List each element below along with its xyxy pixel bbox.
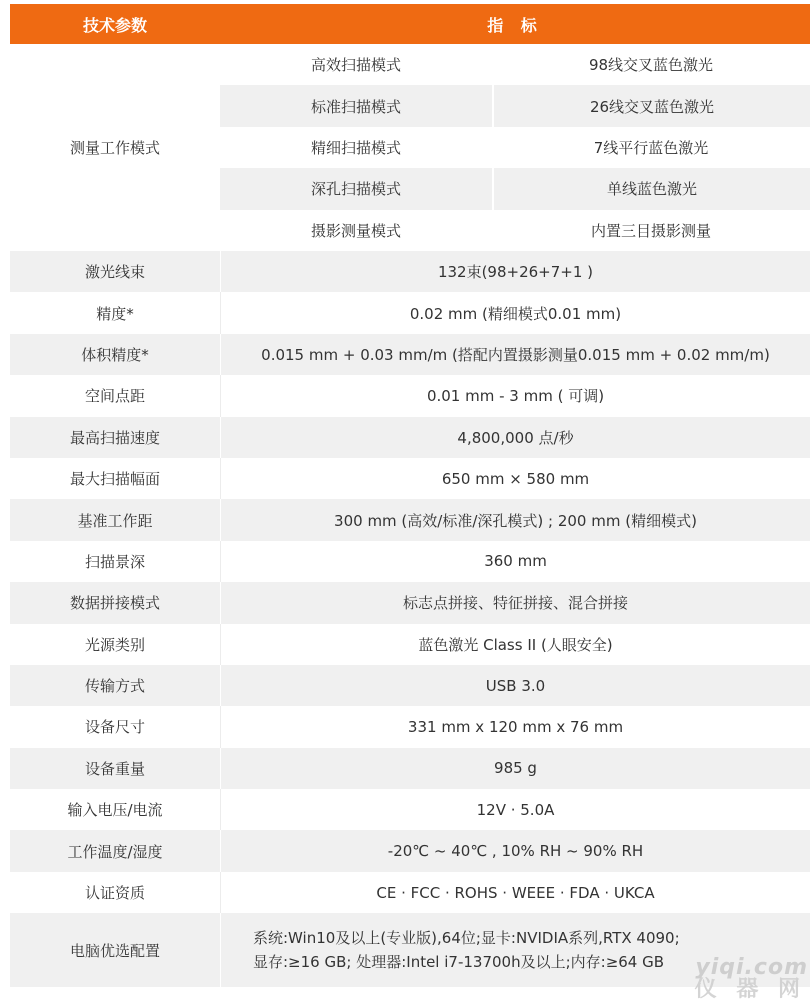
table-row [10, 251, 810, 292]
table-row [10, 417, 810, 458]
table-row [10, 748, 810, 789]
param-value: 331 mm x 120 mm x 76 mm [220, 706, 810, 747]
table-row [10, 872, 810, 913]
table-header [10, 4, 810, 44]
mode-row [220, 127, 810, 168]
mode-row [220, 85, 810, 126]
param-name: 体积精度* [81, 345, 149, 364]
modes-list [220, 44, 810, 251]
param-value: 12V · 5.0A [220, 789, 810, 830]
param-name: 扫描景深 [84, 552, 145, 571]
mode-name: 摄影测量模式 [310, 221, 401, 240]
param-name: 认证资质 [84, 884, 145, 903]
header-spec: 指 标 [487, 15, 543, 35]
watermark [690, 953, 810, 1003]
param-name: 传输方式 [84, 677, 145, 696]
param-name: 电脑优选配置 [69, 941, 160, 960]
measurement-modes-group [10, 44, 810, 251]
spec-table [10, 4, 810, 987]
param-value: CE · FCC · ROHS · WEEE · FDA · UKCA [220, 872, 810, 913]
param-value: 0.02 mm (精细模式0.01 mm) [220, 292, 810, 333]
table-row [10, 499, 810, 540]
table-row [10, 334, 810, 375]
param-value: 132束(98+26+7+1 ) [220, 251, 810, 292]
param-value: 蓝色激光 Class II (人眼安全) [220, 624, 810, 665]
param-value: 4,800,000 点/秒 [220, 417, 810, 458]
mode-name: 标准扫描模式 [310, 97, 401, 116]
watermark-domain: yiqi.com [695, 955, 808, 980]
param-name: 光源类别 [84, 635, 145, 654]
mode-row [220, 168, 810, 209]
param-value: 360 mm [220, 541, 810, 582]
param-value: USB 3.0 [220, 665, 810, 706]
header-param: 技术参数 [82, 15, 147, 35]
param-name: 激光线束 [84, 263, 145, 282]
param-value: 0.015 mm + 0.03 mm/m (搭配内置摄影测量0.015 mm + 0.02 mm/m) [220, 334, 810, 375]
table-row [10, 624, 810, 665]
table-row [10, 665, 810, 706]
mode-row [220, 210, 810, 251]
param-value: 标志点拼接、特征拼接、混合拼接 [220, 582, 810, 623]
table-row [10, 375, 810, 416]
table-row [10, 582, 810, 623]
table-row [10, 458, 810, 499]
table-row [10, 789, 810, 830]
param-name: 基准工作距 [77, 511, 153, 530]
param-name: 工作温度/湿度 [67, 842, 163, 861]
modes-label: 测量工作模式 [10, 44, 220, 251]
mode-value: 内置三目摄影测量 [590, 221, 711, 240]
table-row [10, 830, 810, 871]
pc-config-line-2: 显存:≥16 GB; 处理器:Intel i7-13700h及以上;内存:≥64 GB [253, 953, 665, 972]
param-name: 最高扫描速度 [69, 428, 160, 447]
param-value: 650 mm × 580 mm [220, 458, 810, 499]
param-value: 300 mm (高效/标准/深孔模式) ; 200 mm (精细模式) [220, 499, 810, 540]
table-row [10, 292, 810, 333]
mode-row [220, 44, 810, 85]
param-name: 设备重量 [84, 759, 145, 778]
watermark-brand: 仪 器 网 [694, 977, 806, 1002]
mode-name: 精细扫描模式 [310, 139, 401, 158]
table-row [10, 706, 810, 747]
mode-value: 98线交叉蓝色激光 [588, 56, 714, 75]
mode-value: 7线平行蓝色激光 [593, 139, 709, 158]
param-value: -20℃ ~ 40℃ , 10% RH ~ 90% RH [220, 830, 810, 871]
mode-name: 深孔扫描模式 [310, 180, 401, 199]
param-name: 数据拼接模式 [69, 594, 160, 613]
param-name: 设备尺寸 [84, 718, 145, 737]
param-name: 精度* [96, 304, 134, 323]
param-value: 985 g [220, 748, 810, 789]
table-row [10, 541, 810, 582]
param-name: 输入电压/电流 [67, 801, 163, 820]
mode-value: 26线交叉蓝色激光 [492, 85, 810, 126]
param-value: 0.01 mm - 3 mm ( 可调) [220, 375, 810, 416]
mode-value: 单线蓝色激光 [492, 168, 810, 209]
mode-name: 高效扫描模式 [310, 56, 401, 75]
param-name: 空间点距 [84, 387, 145, 406]
param-name: 最大扫描幅面 [69, 470, 160, 489]
pc-config-line-1: 系统:Win10及以上(专业版),64位;显卡:NVIDIA系列,RTX 4090; [253, 929, 680, 948]
